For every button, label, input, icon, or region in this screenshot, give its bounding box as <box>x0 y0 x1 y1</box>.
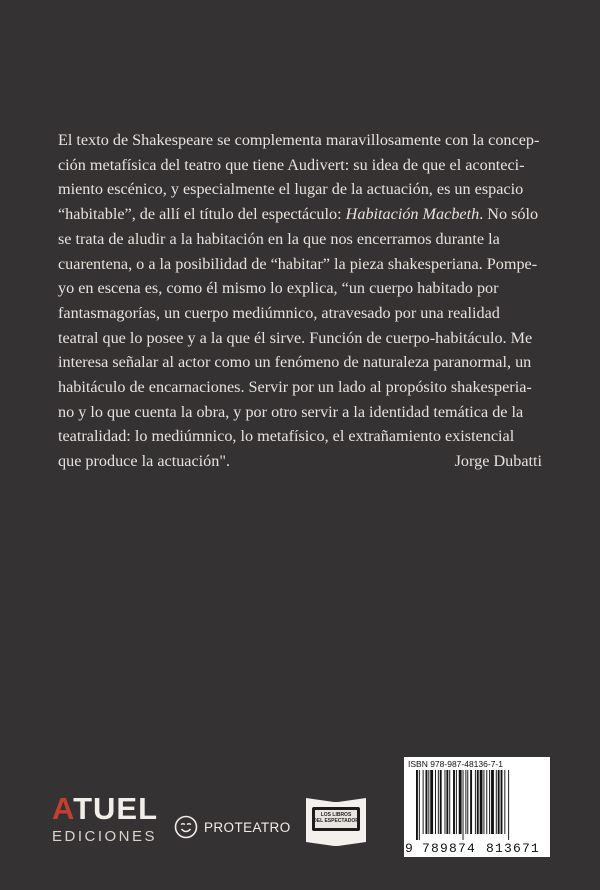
barcode-bar <box>430 770 433 834</box>
barcode-bar <box>465 770 466 834</box>
libros-logo-line: LOS LIBROS <box>320 812 352 818</box>
libros-logo-line: DEL ESPECTADOR <box>313 818 359 824</box>
blurb-text: “habitable”, de allí el título del espectáculo: <box>58 205 346 224</box>
barcode-bar <box>456 770 457 834</box>
barcode-bar <box>475 770 476 834</box>
blurb-line-with-title <box>58 202 542 227</box>
atuel-logo-letter-a: A <box>52 791 74 826</box>
play-title: Habitación Macbeth <box>345 205 480 224</box>
barcode-bar <box>480 770 483 834</box>
barcode-first-digit: 9 <box>405 841 413 856</box>
barcode-bar <box>428 770 429 834</box>
blurb-line: no y lo que cuenta la obra, y por otro servir a la identidad temática de la <box>58 402 524 421</box>
barcode-bar <box>483 770 484 834</box>
barcode-bar <box>419 770 420 840</box>
libros-del-espectador-logo <box>304 792 368 848</box>
proteatro-logo <box>174 815 291 839</box>
blurb-text: . No sólo <box>479 205 539 224</box>
proteatro-logo-text: PROTEATRO <box>204 819 291 835</box>
author-signature: Jorge Dubatti <box>454 452 542 470</box>
blurb-line: que produce la actuación". <box>58 452 231 471</box>
blurb-line: habitáculo de encarnaciones. Servir por un lado al propósito shakesperia- <box>58 378 532 397</box>
blurb-line: fantasmagorías, un cuerpo mediúmnico, atravesado por una realidad <box>58 303 500 322</box>
barcode-bar <box>498 770 500 834</box>
atuel-logo-subtitle: EDICIONES <box>52 828 158 845</box>
atuel-ediciones-logo <box>52 793 162 849</box>
barcode-bar <box>435 770 436 834</box>
barcode-bar <box>470 770 472 834</box>
isbn-label: ISBN 978-987-48136-7-1 <box>408 759 503 769</box>
barcode-bar <box>491 770 494 834</box>
atuel-logo-text: TUEL <box>73 791 159 826</box>
barcode-right-group: 813671 <box>486 841 541 856</box>
blurb-line: teatralidad: lo mediúmnico, lo metafísico, el extrañamiento existencial <box>58 427 515 446</box>
barcode-bar <box>508 770 509 840</box>
barcode-bar <box>438 770 439 834</box>
barcode-bar <box>459 770 462 834</box>
isbn-barcode <box>404 757 550 857</box>
back-cover-blurb <box>58 128 542 474</box>
barcode-bar <box>445 770 446 834</box>
barcode-bar <box>467 770 468 834</box>
blurb-line: El texto de Shakespeare se complementa maravillosamente con la concep- <box>58 131 540 149</box>
blurb-line: cuarentena, o a la posibilidad de “habitar” la pieza shakesperiana. Pompe- <box>58 254 538 273</box>
barcode-bar <box>463 770 464 840</box>
blurb-line: interesa señalar al actor como un fenómeno de naturaleza paranormal, un <box>58 353 532 372</box>
barcode-bar <box>440 770 442 834</box>
barcode-bar <box>453 770 455 834</box>
barcode-bar <box>477 770 479 834</box>
barcode-bar <box>489 770 490 834</box>
barcode-bar <box>486 770 487 834</box>
barcode-bar <box>504 770 505 834</box>
barcode-bar <box>446 770 448 834</box>
blurb-line: yo en escena es, como él mismo lo explica, “un cuerpo habitado por <box>58 279 499 298</box>
barcode-bar <box>496 770 497 834</box>
barcode-bars <box>414 770 544 840</box>
barcode-bar <box>416 770 418 840</box>
barcode-left-group: 789874 <box>422 841 477 856</box>
barcode-bar <box>423 770 424 834</box>
barcode-bar <box>449 770 450 834</box>
blurb-line: teatral que lo posee y a la que él sirve. Función de cuerpo-habitáculo. Me <box>58 328 533 347</box>
atuel-wordmark <box>52 793 162 824</box>
barcode-bar <box>426 770 428 834</box>
blurb-line: miento escénico, y especialmente el lugar de la actuación, es un espacio <box>58 180 524 199</box>
blurb-line: se trata de aludir a la habitación en la que nos encerramos durante la <box>58 229 500 248</box>
libros-logo-text <box>304 812 368 824</box>
barcode-bar <box>501 770 503 834</box>
proteatro-mask-icon <box>174 815 198 839</box>
blurb-line: ción metafísica del teatro que tiene Audivert: su idea de que el aconteci- <box>58 155 525 174</box>
